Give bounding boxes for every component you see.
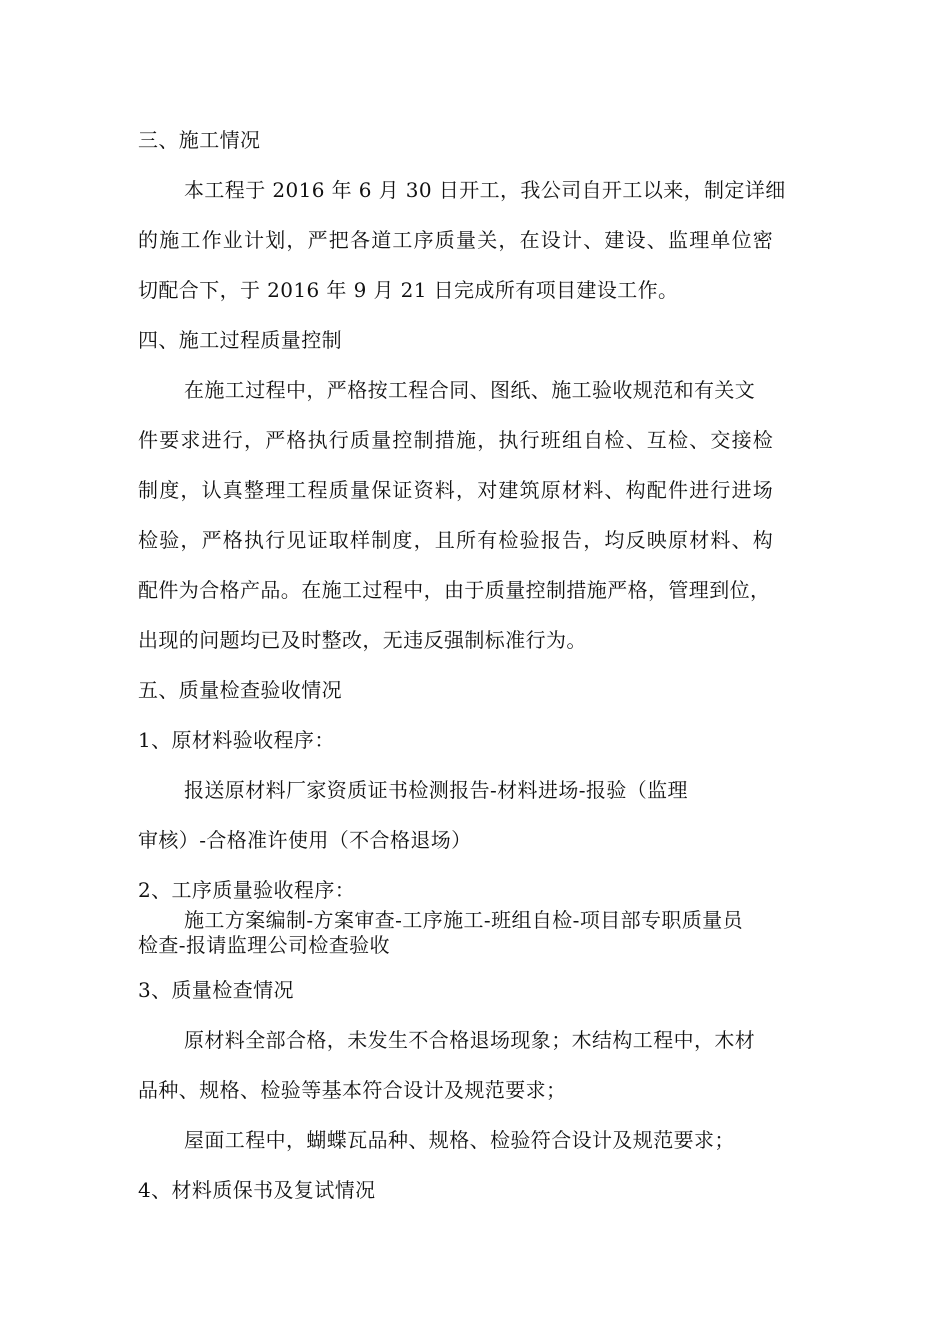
paragraph-line: 检查-报请监理公司检查验收 (138, 933, 390, 957)
paragraph-line: 品种、规格、检验等基本符合设计及规范要求； (138, 1078, 567, 1102)
heading-quality-control: 四、施工过程质量控制 (138, 328, 342, 352)
paragraph-line: 本工程于 2016 年 6 月 30 日开工，我公司自开工以来，制定详细 (184, 178, 786, 202)
paragraph-line: 检验，严格执行见证取样制度，且所有检验报告，均反映原材料、构 (138, 528, 774, 552)
paragraph-line: 制度，认真整理工程质量保证资料，对建筑原材料、构配件进行进场 (138, 478, 774, 502)
heading-construction-status: 三、施工情况 (138, 128, 261, 152)
subheading-process-procedure: 2、工序质量验收程序： (138, 878, 356, 902)
paragraph-line: 配件为合格产品。在施工过程中，由于质量控制措施严格，管理到位， (138, 578, 771, 602)
subheading-raw-material-procedure: 1、原材料验收程序： (138, 728, 335, 752)
paragraph-line: 切配合下，于 2016 年 9 月 21 日完成所有项目建设工作。 (138, 278, 679, 302)
paragraph-line: 审核）-合格准许使用（不合格退场） (138, 828, 472, 852)
paragraph-line: 报送原材料厂家资质证书检测报告-材料进场-报验（监理 (184, 778, 688, 802)
subheading-inspection-status: 3、质量检查情况 (138, 978, 294, 1002)
paragraph-line: 屋面工程中，蝴蝶瓦品种、规格、检验符合设计及规范要求； (184, 1128, 735, 1152)
heading-quality-inspection: 五、质量检查验收情况 (138, 678, 342, 702)
subheading-material-certificates: 4、材料质保书及复试情况 (138, 1178, 376, 1202)
paragraph-line: 出现的问题均已及时整改，无违反强制标准行为。 (138, 628, 587, 652)
paragraph-line: 在施工过程中，严格按工程合同、图纸、施工验收规范和有关文 (184, 378, 756, 402)
paragraph-line: 件要求进行，严格执行质量控制措施，执行班组自检、互检、交接检 (138, 428, 774, 452)
paragraph-line: 原材料全部合格，未发生不合格退场现象；木结构工程中，木材 (184, 1028, 756, 1052)
paragraph-line: 的施工作业计划，严把各道工序质量关，在设计、建设、监理单位密 (138, 228, 774, 252)
paragraph-line: 施工方案编制-方案审查-工序施工-班组自检-项目部专职质量员 (184, 908, 744, 932)
